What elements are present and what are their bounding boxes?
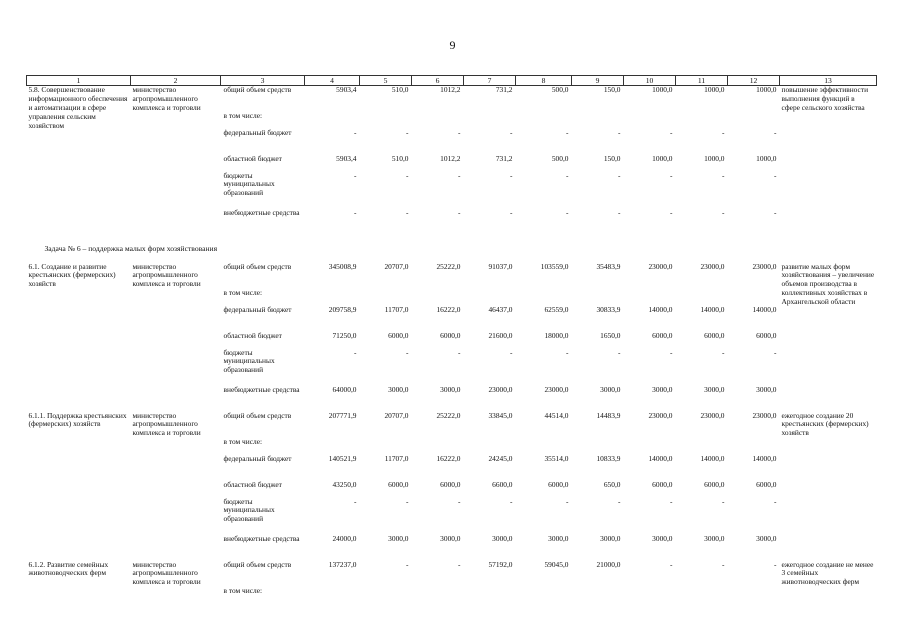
amount-cell: 14483,9 <box>596 410 621 420</box>
amount-cell: 1000,0 <box>756 153 777 163</box>
amount-cell: 207771,9 <box>328 410 357 420</box>
funding-source: общий объем средств <box>223 410 292 420</box>
amount-cell: - <box>510 347 513 357</box>
funding-source: внебюджетные средства <box>223 207 300 217</box>
funding-source: областной бюджет <box>223 153 282 163</box>
amount-cell: 20707,0 <box>384 261 409 271</box>
table-row <box>27 561 877 587</box>
amount-cell: - <box>354 347 357 357</box>
amount-cell: - <box>406 127 409 137</box>
funding-source: общий объем средств <box>223 559 292 569</box>
amount-cell: 6600,0 <box>492 479 513 489</box>
amount-cell: 35514,0 <box>544 453 569 463</box>
amount-cell: 6000,0 <box>652 479 673 489</box>
amount-cell: 11707,0 <box>384 304 409 314</box>
funding-source: в том числе: <box>223 436 263 446</box>
amount-cell: 16222,0 <box>436 304 461 314</box>
amount-cell: 6000,0 <box>440 330 461 340</box>
column-header-5: 5 <box>360 76 412 86</box>
amount-cell: - <box>458 127 461 137</box>
measure-executor: министерство агропромышленного комплекса и торговли <box>132 85 201 112</box>
amount-cell: 103559,0 <box>540 261 569 271</box>
funding-source: в том числе: <box>223 110 263 120</box>
amount-cell: - <box>722 347 725 357</box>
amount-cell: - <box>510 496 513 506</box>
amount-cell: 91037,0 <box>488 261 513 271</box>
amount-cell: 44514,0 <box>544 410 569 420</box>
amount-cell <box>624 587 676 604</box>
amount-cell: 3000,0 <box>756 384 777 394</box>
amount-cell: 3000,0 <box>652 384 673 394</box>
amount-cell: 25222,0 <box>436 261 461 271</box>
funding-source: бюджеты муниципальных образований <box>223 347 275 375</box>
funding-source: федеральный бюджет <box>223 127 292 137</box>
amount-cell <box>676 438 728 455</box>
table-row <box>27 263 877 289</box>
amount-cell <box>305 438 360 455</box>
amount-cell: 23000,0 <box>648 261 673 271</box>
amount-cell: 3000,0 <box>756 533 777 543</box>
amount-cell: - <box>722 127 725 137</box>
amount-cell: 23000,0 <box>700 410 725 420</box>
amount-cell <box>305 289 360 306</box>
amount-cell <box>360 289 412 306</box>
funding-source: в том числе: <box>223 585 263 595</box>
funding-source: общий объем средств <box>223 85 292 95</box>
amount-cell <box>360 438 412 455</box>
amount-cell: 23000,0 <box>700 261 725 271</box>
amount-cell <box>728 587 780 604</box>
amount-cell: 150,0 <box>603 85 621 95</box>
amount-cell: 510,0 <box>391 85 409 95</box>
amount-cell <box>360 587 412 604</box>
amount-cell <box>305 587 360 604</box>
amount-cell: - <box>406 347 409 357</box>
amount-cell: - <box>670 170 673 180</box>
amount-cell: - <box>774 207 777 217</box>
amount-cell: - <box>566 127 569 137</box>
amount-cell: 1000,0 <box>652 153 673 163</box>
amount-cell <box>412 438 464 455</box>
amount-cell: 6000,0 <box>756 479 777 489</box>
amount-cell: - <box>354 170 357 180</box>
amount-cell: - <box>458 170 461 180</box>
amount-cell: 59045,0 <box>544 559 569 569</box>
amount-cell: 21000,0 <box>596 559 621 569</box>
column-header-row <box>27 76 877 86</box>
amount-cell: 3000,0 <box>388 384 409 394</box>
amount-cell: 3000,0 <box>440 533 461 543</box>
task-heading: Задача № 6 – поддержка малых форм хозяйствования <box>44 244 218 254</box>
amount-cell: 209758,9 <box>328 304 357 314</box>
column-header-13: 13 <box>780 76 877 86</box>
amount-cell: - <box>406 207 409 217</box>
amount-cell <box>572 289 624 306</box>
amount-cell: 43250,0 <box>332 479 357 489</box>
amount-cell: - <box>566 170 569 180</box>
table-row <box>27 86 877 112</box>
amount-cell: - <box>774 347 777 357</box>
amount-cell: 1012,2 <box>440 85 461 95</box>
amount-cell: 23000,0 <box>544 384 569 394</box>
amount-cell: 1012,2 <box>440 153 461 163</box>
amount-cell: 24245,0 <box>488 453 513 463</box>
amount-cell: 3000,0 <box>492 533 513 543</box>
amount-cell: - <box>510 207 513 217</box>
amount-cell: - <box>774 170 777 180</box>
funding-source: в том числе: <box>223 287 263 297</box>
amount-cell <box>464 112 516 129</box>
amount-cell <box>624 112 676 129</box>
amount-cell <box>728 112 780 129</box>
measure-name: 6.1.1. Поддержка крестьянских (фермерских) хозяйств <box>28 410 127 429</box>
amount-cell: - <box>618 127 621 137</box>
measure-name: 6.1.2. Развитие семейных животноводческих ферм <box>28 559 109 578</box>
column-header-11: 11 <box>676 76 728 86</box>
measure-executor: министерство агропромышленного комплекса и торговли <box>132 410 201 438</box>
amount-cell: - <box>566 347 569 357</box>
amount-cell: 150,0 <box>603 153 621 163</box>
amount-cell: 650,0 <box>603 479 621 489</box>
amount-cell: 1650,0 <box>600 330 621 340</box>
amount-cell: - <box>458 207 461 217</box>
amount-cell: 140521,9 <box>328 453 357 463</box>
amount-cell <box>516 112 572 129</box>
amount-cell: 500,0 <box>551 85 569 95</box>
amount-cell <box>464 438 516 455</box>
amount-cell: - <box>458 496 461 506</box>
amount-cell: 1000,0 <box>652 85 673 95</box>
amount-cell: 3000,0 <box>652 533 673 543</box>
amount-cell: 731,2 <box>495 153 513 163</box>
amount-cell: 6000,0 <box>388 330 409 340</box>
amount-cell: 6000,0 <box>548 479 569 489</box>
amount-cell: - <box>774 559 777 569</box>
amount-cell: 1000,0 <box>704 85 725 95</box>
amount-cell: - <box>566 207 569 217</box>
task-row <box>27 235 877 263</box>
amount-cell: 23000,0 <box>752 261 777 271</box>
amount-cell: 33845,0 <box>488 410 513 420</box>
amount-cell: - <box>670 207 673 217</box>
amount-cell: 14000,0 <box>700 304 725 314</box>
column-header-1: 1 <box>27 76 131 86</box>
amount-cell: 6000,0 <box>440 479 461 489</box>
amount-cell: 62559,0 <box>544 304 569 314</box>
amount-cell: 3000,0 <box>704 533 725 543</box>
amount-cell <box>572 438 624 455</box>
amount-cell: - <box>670 347 673 357</box>
amount-cell: 6000,0 <box>756 330 777 340</box>
amount-cell <box>464 289 516 306</box>
amount-cell: - <box>722 559 725 569</box>
column-header-2: 2 <box>131 76 221 86</box>
funding-source: областной бюджет <box>223 479 282 489</box>
amount-cell: 20707,0 <box>384 410 409 420</box>
amount-cell: - <box>510 127 513 137</box>
amount-cell: 1000,0 <box>756 85 777 95</box>
amount-cell <box>412 289 464 306</box>
amount-cell <box>464 587 516 604</box>
amount-cell <box>624 289 676 306</box>
amount-cell: 14000,0 <box>648 453 673 463</box>
column-header-3: 3 <box>221 76 305 86</box>
column-header-6: 6 <box>412 76 464 86</box>
amount-cell: - <box>774 496 777 506</box>
amount-cell: - <box>618 347 621 357</box>
amount-cell: 25222,0 <box>436 410 461 420</box>
column-header-8: 8 <box>516 76 572 86</box>
amount-cell: - <box>406 559 409 569</box>
amount-cell: 46437,0 <box>488 304 513 314</box>
amount-cell <box>572 587 624 604</box>
amount-cell: - <box>774 127 777 137</box>
funding-source: внебюджетные средства <box>223 384 300 394</box>
amount-cell: 510,0 <box>391 153 409 163</box>
expected-result: развитие малых форм хозяйствования – увеличение объемов производства в коллективных хозяйствах в Архангельской области <box>781 261 875 307</box>
amount-cell: 345008,9 <box>328 261 357 271</box>
amount-cell: - <box>618 496 621 506</box>
amount-cell: 23000,0 <box>648 410 673 420</box>
amount-cell: - <box>510 170 513 180</box>
amount-cell <box>305 112 360 129</box>
amount-cell: 14000,0 <box>752 304 777 314</box>
amount-cell: - <box>566 496 569 506</box>
expected-result: ежегодное создание 20 крестьянских (фермерских) хозяйств <box>781 410 869 438</box>
expected-result: повышение эффективности выполнения функций в сфере сельского хозяйства <box>781 85 869 112</box>
amount-cell <box>624 438 676 455</box>
amount-cell: 3000,0 <box>704 384 725 394</box>
amount-cell: 14000,0 <box>752 453 777 463</box>
measure-executor: министерство агропромышленного комплекса и торговли <box>132 559 201 587</box>
amount-cell: - <box>406 170 409 180</box>
amount-cell: 18000,0 <box>544 330 569 340</box>
amount-cell <box>728 438 780 455</box>
measure-executor: министерство агропромышленного комплекса и торговли <box>132 261 201 289</box>
amount-cell: 6000,0 <box>704 330 725 340</box>
amount-cell: 14000,0 <box>648 304 673 314</box>
funding-source: внебюджетные средства <box>223 533 300 543</box>
amount-cell: 10833,9 <box>596 453 621 463</box>
amount-cell <box>676 112 728 129</box>
column-header-10: 10 <box>624 76 676 86</box>
amount-cell: - <box>670 127 673 137</box>
amount-cell: 14000,0 <box>700 453 725 463</box>
column-header-9: 9 <box>572 76 624 86</box>
amount-cell <box>676 289 728 306</box>
amount-cell: 137237,0 <box>328 559 357 569</box>
amount-cell: - <box>458 347 461 357</box>
amount-cell: 64000,0 <box>332 384 357 394</box>
amount-cell: 30833,9 <box>596 304 621 314</box>
amount-cell: - <box>722 170 725 180</box>
amount-cell: - <box>458 559 461 569</box>
amount-cell: 3000,0 <box>600 533 621 543</box>
amount-cell: - <box>618 207 621 217</box>
amount-cell: 500,0 <box>551 153 569 163</box>
amount-cell <box>728 289 780 306</box>
funding-source: бюджеты муниципальных образований <box>223 496 275 524</box>
amount-cell <box>412 587 464 604</box>
amount-cell: 23000,0 <box>752 410 777 420</box>
amount-cell: - <box>722 496 725 506</box>
amount-cell: - <box>670 559 673 569</box>
amount-cell: 24000,0 <box>332 533 357 543</box>
expected-result: ежегодное создание не менее 3 семейных животноводческих ферм <box>781 559 874 587</box>
amount-cell: - <box>670 496 673 506</box>
funding-source: бюджеты муниципальных образований <box>223 170 275 198</box>
column-header-12: 12 <box>728 76 780 86</box>
amount-cell: 1000,0 <box>704 153 725 163</box>
measure-name: 6.1. Создание и развитие крестьянских (фермерских) хозяйств <box>28 261 116 289</box>
amount-cell <box>516 438 572 455</box>
amount-cell: 731,2 <box>495 85 513 95</box>
amount-cell: - <box>354 496 357 506</box>
amount-cell: 57192,0 <box>488 559 513 569</box>
amount-cell: 3000,0 <box>600 384 621 394</box>
amount-cell: 21600,0 <box>488 330 513 340</box>
amount-cell: - <box>354 127 357 137</box>
amount-cell: 11707,0 <box>384 453 409 463</box>
amount-cell: 16222,0 <box>436 453 461 463</box>
amount-cell: - <box>618 170 621 180</box>
column-header-4: 4 <box>305 76 360 86</box>
column-header-7: 7 <box>464 76 516 86</box>
amount-cell <box>516 289 572 306</box>
amount-cell: 6000,0 <box>652 330 673 340</box>
amount-cell: 6000,0 <box>388 479 409 489</box>
amount-cell: 3000,0 <box>548 533 569 543</box>
amount-cell <box>676 587 728 604</box>
funding-source: федеральный бюджет <box>223 453 292 463</box>
amount-cell: 23000,0 <box>488 384 513 394</box>
amount-cell: 71250,0 <box>332 330 357 340</box>
amount-cell: 3000,0 <box>388 533 409 543</box>
page-number: 9 <box>449 38 456 52</box>
amount-cell: - <box>406 496 409 506</box>
amount-cell: 5903,4 <box>336 153 357 163</box>
budget-table <box>26 75 877 604</box>
amount-cell: 6000,0 <box>704 479 725 489</box>
table-row <box>27 412 877 438</box>
amount-cell: 3000,0 <box>440 384 461 394</box>
amount-cell: 35483,9 <box>596 261 621 271</box>
amount-cell: - <box>722 207 725 217</box>
funding-source: общий объем средств <box>223 261 292 271</box>
amount-cell <box>360 112 412 129</box>
funding-source: областной бюджет <box>223 330 282 340</box>
funding-source: федеральный бюджет <box>223 304 292 314</box>
amount-cell <box>516 587 572 604</box>
amount-cell: - <box>354 207 357 217</box>
amount-cell <box>572 112 624 129</box>
measure-name: 5.8. Совершенствование информационного обеспечения и автоматизации в сфере управления сельским хозяйством <box>28 85 128 130</box>
amount-cell: 5903,4 <box>336 85 357 95</box>
amount-cell <box>412 112 464 129</box>
